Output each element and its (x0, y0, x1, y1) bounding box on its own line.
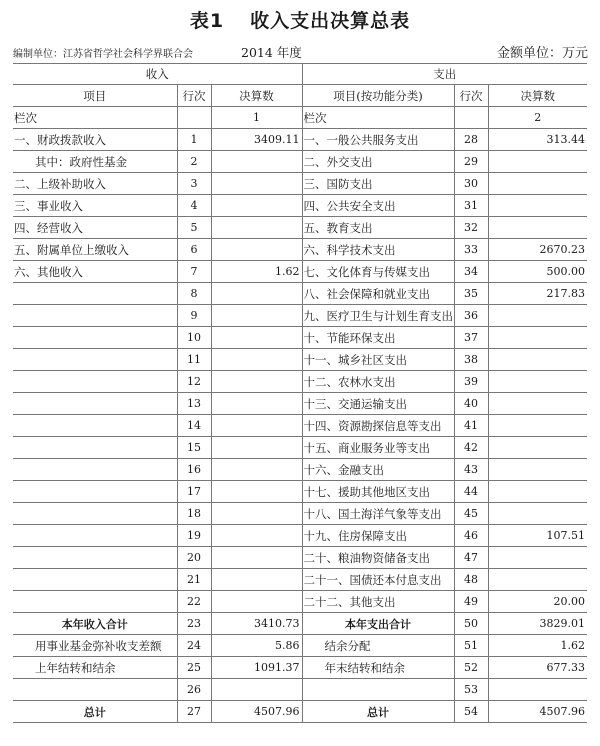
income-line-number: 22 (177, 591, 211, 613)
income-line-number: 6 (177, 239, 211, 261)
income-amount: 1.62 (211, 261, 302, 283)
income-amount (211, 151, 302, 173)
table-row (13, 305, 587, 327)
report-meta (13, 42, 588, 60)
expense-item: 十九、住房保障支出 (302, 525, 454, 547)
expense-item: 十、节能环保支出 (302, 327, 454, 349)
expense-amount: 1.62 (488, 635, 587, 657)
income-amount (211, 371, 302, 393)
expense-item: 二十二、其他支出 (302, 591, 454, 613)
income-line-number: 2 (177, 151, 211, 173)
table-row (13, 547, 587, 569)
income-column-index: 1 (211, 107, 302, 129)
expense-line-number: 38 (454, 349, 488, 371)
expense-item: 八、社会保障和就业支出 (302, 283, 454, 305)
table-row (13, 173, 587, 195)
expense-line-number: 50 (454, 613, 488, 635)
income-amount-header: 决算数 (211, 85, 302, 107)
expense-item: 十五、商业服务业等支出 (302, 437, 454, 459)
income-expense-table (13, 63, 587, 723)
expense-line-number: 33 (454, 239, 488, 261)
expense-amount (488, 415, 587, 437)
income-section-header: 收入 (13, 64, 302, 85)
income-line-number: 27 (177, 701, 211, 723)
income-item: 四、经营收入 (13, 217, 177, 239)
income-item: 总计 (13, 701, 177, 723)
expense-amount (488, 547, 587, 569)
income-item (13, 591, 177, 613)
table-row (13, 349, 587, 371)
expense-amount (488, 481, 587, 503)
expense-line-number: 29 (454, 151, 488, 173)
expense-item: 总计 (302, 701, 454, 723)
expense-amount-header: 决算数 (488, 85, 587, 107)
table-row (13, 261, 587, 283)
amount-unit: 金额单位：万元 (496, 46, 588, 61)
expense-amount (488, 569, 587, 591)
income-line-number: 17 (177, 481, 211, 503)
income-item (13, 679, 177, 701)
income-item: 上年结转和结余 (13, 657, 177, 679)
income-item (13, 283, 177, 305)
table-row (13, 679, 587, 701)
table-row (13, 283, 587, 305)
table-row (13, 129, 587, 151)
table-row (13, 591, 587, 613)
income-line-number: 25 (177, 657, 211, 679)
expense-item: 本年支出合计 (302, 613, 454, 635)
income-amount (211, 393, 302, 415)
expense-column-empty (454, 107, 488, 129)
expense-amount: 3829.01 (488, 613, 587, 635)
income-line-number: 15 (177, 437, 211, 459)
income-amount: 3409.11 (211, 129, 302, 151)
expense-amount (488, 151, 587, 173)
expense-line-number: 32 (454, 217, 488, 239)
expense-line-number: 37 (454, 327, 488, 349)
income-item: 五、附属单位上缴收入 (13, 239, 177, 261)
income-item (13, 349, 177, 371)
expense-line-number: 43 (454, 459, 488, 481)
table-row (13, 393, 587, 415)
expense-line-number: 54 (454, 701, 488, 723)
expense-amount: 217.83 (488, 283, 587, 305)
income-line-number: 4 (177, 195, 211, 217)
table-row (13, 657, 587, 679)
expense-item: 五、教育支出 (302, 217, 454, 239)
column-header-row (13, 85, 587, 107)
income-amount: 4507.96 (211, 701, 302, 723)
expense-amount (488, 393, 587, 415)
expense-line-number: 40 (454, 393, 488, 415)
income-line-number: 24 (177, 635, 211, 657)
income-amount (211, 305, 302, 327)
income-item-header: 项目 (13, 85, 177, 107)
income-item: 一、财政拨款收入 (13, 129, 177, 151)
expense-line-number: 45 (454, 503, 488, 525)
income-amount (211, 239, 302, 261)
expense-column-label: 栏次 (302, 107, 454, 129)
income-amount (211, 195, 302, 217)
expense-line-number: 36 (454, 305, 488, 327)
income-item (13, 393, 177, 415)
income-amount (211, 415, 302, 437)
income-amount: 1091.37 (211, 657, 302, 679)
income-line-number: 5 (177, 217, 211, 239)
expense-amount (488, 173, 587, 195)
income-amount (211, 525, 302, 547)
expense-item: 六、科学技术支出 (302, 239, 454, 261)
income-line-number: 10 (177, 327, 211, 349)
table-row (13, 437, 587, 459)
table-row (13, 415, 587, 437)
expense-amount (488, 371, 587, 393)
table-row (13, 701, 587, 723)
income-item (13, 437, 177, 459)
expense-item: 二十、粮油物资储备支出 (302, 547, 454, 569)
expense-section-header: 支出 (302, 64, 587, 85)
expense-amount (488, 305, 587, 327)
income-amount (211, 481, 302, 503)
income-item (13, 415, 177, 437)
table-row (13, 635, 587, 657)
table-title: 收入支出决算总表 (250, 10, 411, 32)
fiscal-year: 2014 年度 (241, 45, 302, 60)
column-index-row (13, 107, 587, 129)
income-line-number: 11 (177, 349, 211, 371)
table-row (13, 371, 587, 393)
expense-amount: 500.00 (488, 261, 587, 283)
expense-amount: 2670.23 (488, 239, 587, 261)
income-amount (211, 569, 302, 591)
table-row (13, 613, 587, 635)
income-line-number: 19 (177, 525, 211, 547)
table-row (13, 195, 587, 217)
expense-amount (488, 437, 587, 459)
expense-line-number: 42 (454, 437, 488, 459)
expense-amount (488, 217, 587, 239)
income-column-label: 栏次 (13, 107, 177, 129)
expense-item: 十七、援助其他地区支出 (302, 481, 454, 503)
expense-item: 四、公共安全支出 (302, 195, 454, 217)
expense-amount: 107.51 (488, 525, 587, 547)
expense-item: 十八、国土海洋气象等支出 (302, 503, 454, 525)
expense-line-number: 47 (454, 547, 488, 569)
expense-amount (488, 327, 587, 349)
income-line-number: 12 (177, 371, 211, 393)
income-amount (211, 349, 302, 371)
income-line-number: 23 (177, 613, 211, 635)
income-line-number: 3 (177, 173, 211, 195)
expense-line-number: 49 (454, 591, 488, 613)
income-item (13, 327, 177, 349)
income-item (13, 525, 177, 547)
expense-line-number: 52 (454, 657, 488, 679)
table-number: 表1 (189, 10, 225, 32)
expense-item: 十四、资源勘探信息等支出 (302, 415, 454, 437)
table-row (13, 151, 587, 173)
income-line-number: 7 (177, 261, 211, 283)
income-line-number: 1 (177, 129, 211, 151)
expense-amount (488, 679, 587, 701)
income-amount (211, 503, 302, 525)
expense-item: 二十一、国债还本付息支出 (302, 569, 454, 591)
income-line-number: 18 (177, 503, 211, 525)
income-line-number: 13 (177, 393, 211, 415)
expense-line-number: 34 (454, 261, 488, 283)
income-item (13, 481, 177, 503)
table-row (13, 217, 587, 239)
income-amount (211, 283, 302, 305)
income-amount (211, 591, 302, 613)
expense-item: 十二、农林水支出 (302, 371, 454, 393)
expense-line-number: 53 (454, 679, 488, 701)
expense-item: 一、一般公共服务支出 (302, 129, 454, 151)
income-amount (211, 217, 302, 239)
table-row (13, 525, 587, 547)
expense-column-index: 2 (488, 107, 587, 129)
expense-item: 年末结转和结余 (302, 657, 454, 679)
expense-amount (488, 503, 587, 525)
expense-amount (488, 195, 587, 217)
organization-label: 编制单位：江苏省哲学社会科学界联合会 (13, 49, 193, 60)
expense-line-number: 44 (454, 481, 488, 503)
income-item (13, 459, 177, 481)
income-amount (211, 679, 302, 701)
expense-line-number: 35 (454, 283, 488, 305)
income-item: 二、上级补助收入 (13, 173, 177, 195)
income-line-number: 26 (177, 679, 211, 701)
expense-line-number: 28 (454, 129, 488, 151)
expense-line-number: 51 (454, 635, 488, 657)
expense-line-number: 48 (454, 569, 488, 591)
expense-item: 九、医疗卫生与计划生育支出 (302, 305, 454, 327)
table-row (13, 459, 587, 481)
income-amount: 3410.73 (211, 613, 302, 635)
expense-item: 七、文化体育与传媒支出 (302, 261, 454, 283)
income-line-header: 行次 (177, 85, 211, 107)
expense-line-number: 41 (454, 415, 488, 437)
income-item (13, 305, 177, 327)
income-item (13, 503, 177, 525)
expense-item-header: 项目(按功能分类) (302, 85, 454, 107)
income-item (13, 547, 177, 569)
income-item: 用事业基金弥补收支差额 (13, 635, 177, 657)
expense-amount (488, 459, 587, 481)
expense-line-number: 46 (454, 525, 488, 547)
income-item: 本年收入合计 (13, 613, 177, 635)
income-item (13, 569, 177, 591)
income-amount: 5.86 (211, 635, 302, 657)
income-line-number: 21 (177, 569, 211, 591)
income-item: 六、其他收入 (13, 261, 177, 283)
income-line-number: 20 (177, 547, 211, 569)
table-row (13, 239, 587, 261)
income-line-number: 16 (177, 459, 211, 481)
expense-line-number: 31 (454, 195, 488, 217)
income-line-number: 9 (177, 305, 211, 327)
expense-item: 十六、金融支出 (302, 459, 454, 481)
income-line-number: 14 (177, 415, 211, 437)
income-item: 其中：政府性基金 (13, 151, 177, 173)
section-header-row (13, 64, 587, 85)
income-item: 三、事业收入 (13, 195, 177, 217)
expense-amount: 677.33 (488, 657, 587, 679)
expense-item: 十一、城乡社区支出 (302, 349, 454, 371)
expense-item: 结余分配 (302, 635, 454, 657)
income-column-empty (177, 107, 211, 129)
income-amount (211, 327, 302, 349)
expense-amount: 313.44 (488, 129, 587, 151)
page-title (0, 6, 600, 33)
income-amount (211, 173, 302, 195)
expense-amount: 4507.96 (488, 701, 587, 723)
table-row (13, 327, 587, 349)
expense-item: 三、国防支出 (302, 173, 454, 195)
income-amount (211, 437, 302, 459)
table-row (13, 481, 587, 503)
expense-item (302, 679, 454, 701)
expense-item: 二、外交支出 (302, 151, 454, 173)
expense-line-number: 39 (454, 371, 488, 393)
income-line-number: 8 (177, 283, 211, 305)
income-amount (211, 459, 302, 481)
expense-amount: 20.00 (488, 591, 587, 613)
expense-item: 十三、交通运输支出 (302, 393, 454, 415)
income-item (13, 371, 177, 393)
income-amount (211, 547, 302, 569)
expense-line-header: 行次 (454, 85, 488, 107)
table-row (13, 503, 587, 525)
table-row (13, 569, 587, 591)
expense-amount (488, 349, 587, 371)
expense-line-number: 30 (454, 173, 488, 195)
